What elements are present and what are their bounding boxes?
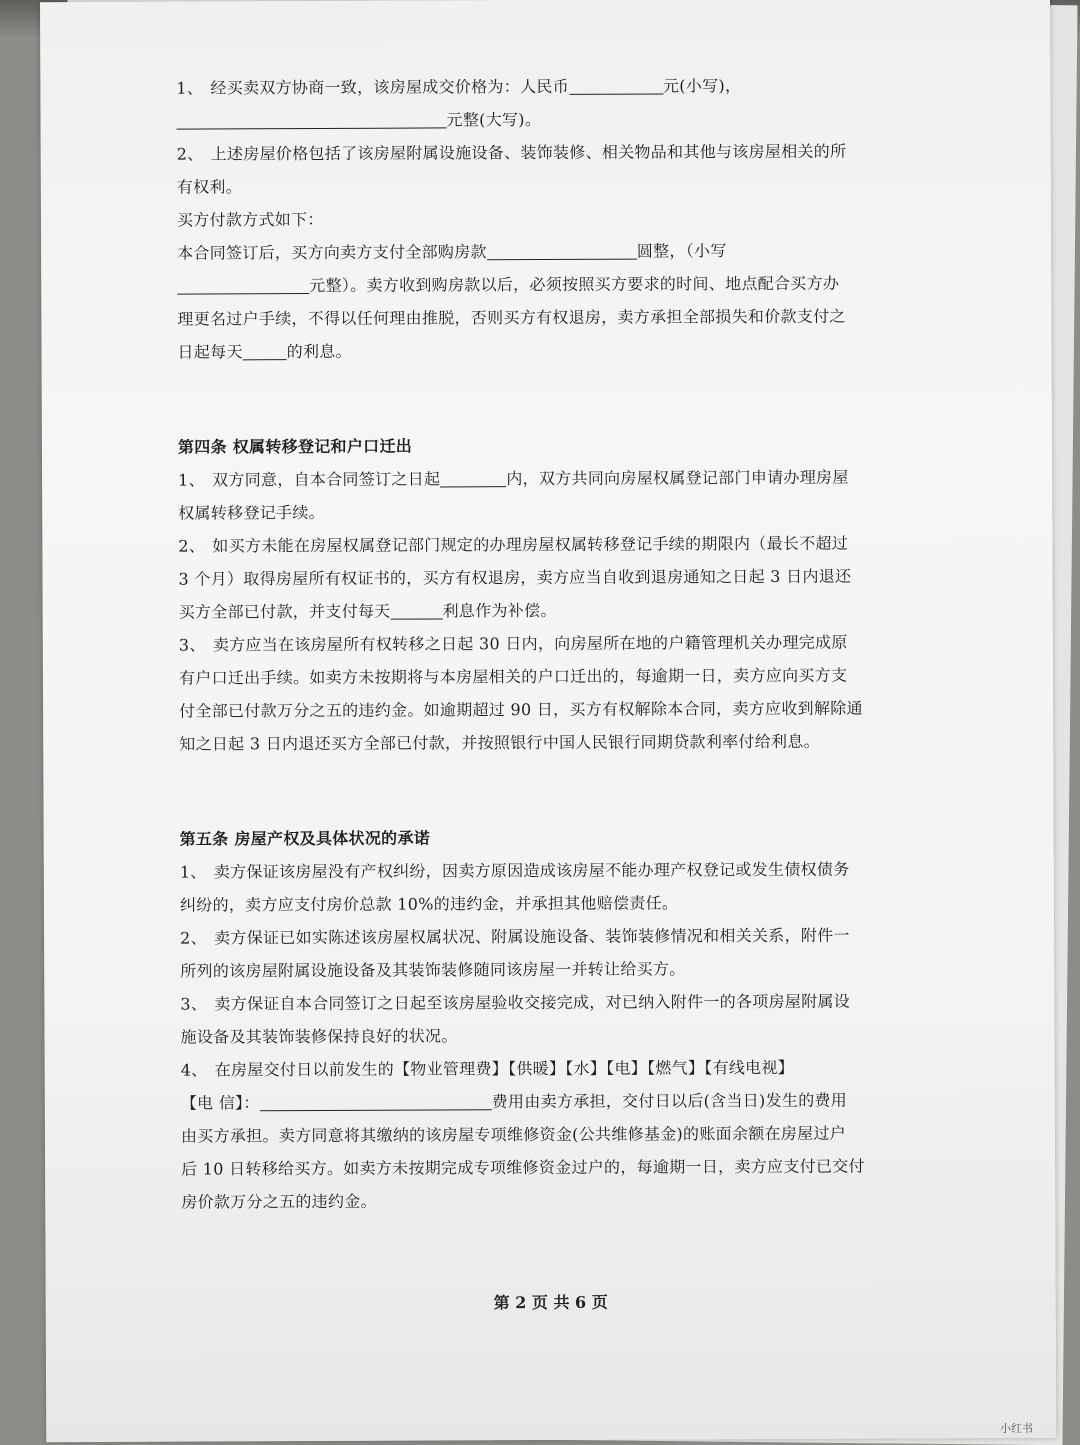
payment-line-3: 理更名过户手续，不得以任何理由推脱，否则买方有权退房，卖方承担全部损失和价款支付之: [177, 306, 846, 329]
clause-text: 上述房屋价格包括了该房屋附属设施设备、装饰装修、相关物品和其他与该房屋相关的所: [210, 141, 847, 164]
payment-line-1: [177, 233, 907, 269]
clause-number: 3、: [178, 635, 206, 655]
payment-lowercase-blank: [177, 275, 309, 295]
article-5-clause-4-line-5: 房价款万分之五的违约金。: [181, 1191, 377, 1212]
clause-number: 4、: [180, 1060, 208, 1080]
clause-text: 买方全部已付款，并支付每天: [178, 601, 391, 622]
clause-text: 双方同意，自本合同签订之日起: [212, 469, 441, 490]
article-5-clause-3-line-1: [180, 984, 910, 1020]
article-4-clause-2-line-3: [179, 592, 909, 628]
clause-number: 1、: [178, 470, 205, 490]
article-4-heading: 第四条 权属转移登记和户口迁出: [177, 436, 413, 457]
clause-text: 利息作为补偿。: [442, 600, 557, 621]
payment-intro: 买方付款方式如下：: [176, 209, 324, 230]
clause-text: 卖方保证已如实陈述该房屋权属状况、附属设施设备、装饰装修情况和相关关系，附件一: [214, 925, 850, 948]
clause-text: 有权利。: [176, 177, 243, 197]
clause-text: 内，双方共同向房屋权属登记部门申请办理房屋: [506, 467, 849, 489]
clause-text: 卖方应当在该房屋所有权转移之日起 30 日内，向房屋所在地的户籍管理机关办理完成原: [212, 632, 848, 655]
clause-text: 元整(大写)。: [446, 110, 542, 130]
article-5-clause-2-line-1: [180, 918, 910, 954]
article-5-clause-3-line-2: 施设备及其装饰装修保持良好的状况。: [180, 1026, 458, 1047]
article-5-clause-4-line-2: [181, 1083, 911, 1119]
clause-number: 3、: [180, 994, 208, 1014]
clause-text: 元(小写)，: [662, 76, 742, 96]
clause-text: 费用由卖方承担，交付日以后(含当日)发生的费用: [491, 1090, 848, 1112]
payment-line-4: [177, 332, 907, 368]
interest-rate-blank: [243, 341, 287, 360]
clause-text: 如买方未能在房屋权属登记部门规定的办理房屋权属转移登记手续的期限内（最长不超过: [212, 533, 849, 556]
clause-text: 元整）。卖方收到购房款以后，必须按照买方要求的时间、地点配合买方办: [309, 273, 840, 296]
payment-line-2: [177, 266, 907, 302]
clause-text: 本合同签订后，买方向卖方支付全部购房款: [177, 242, 487, 263]
clause-number: 2、: [178, 536, 206, 556]
price-lowercase-blank: [569, 75, 663, 94]
clause-number: 2、: [176, 144, 204, 164]
clause-number: 2、: [180, 928, 207, 948]
clause-number: 1、: [179, 862, 207, 882]
clause-price-line-1: [176, 68, 906, 104]
clause-price-line-2: [176, 101, 906, 137]
page-number-footer: 第 2 页 共 6 页: [493, 1292, 608, 1313]
clause-text: 【电 信】：: [180, 1093, 260, 1113]
utilities-blank: [260, 1091, 492, 1111]
article-5-clause-1-line-2: 纠纷的，卖方应支付房价总款 10%的违约金，并承担其他赔偿责任。: [179, 893, 679, 915]
clause-text: 经买卖双方协商一致，该房屋成交价格为：人民币: [210, 76, 570, 98]
article-5-clause-4-line-4: 后 10 日转移给买方。如卖方未按期完成专项维修资金过户的，每逾期一日，卖方应支付已交付: [181, 1156, 865, 1179]
article-4-clause-3-line-2: 有户口迁出手续。如卖方未按期将与本房屋相关的户口迁出的，每逾期一日，卖方应向买方支: [178, 665, 848, 688]
article-4-clause-3-line-1: [179, 625, 909, 661]
contract-page: [40, 0, 1056, 1442]
clause-text: 日起每天: [177, 342, 243, 362]
watermark-logo: 小红书: [1000, 1422, 1033, 1435]
article-5-clause-2-line-2: 所列的该房屋附属设施设备及其装饰装修随同该房屋一并转让给买方。: [180, 959, 686, 981]
clause-text: 在房屋交付日以前发生的【物业管理费】【供暖】【水】【电】【燃气】【有线电视】: [214, 1057, 795, 1080]
article-5-clause-1-line-1: [180, 852, 910, 888]
price-uppercase-blank: [176, 109, 446, 129]
registration-period-blank: [440, 468, 506, 487]
clause-scope-line-2: [177, 167, 907, 203]
article-5-heading: 第五条 房屋产权及具体状况的承诺: [179, 828, 431, 849]
article-4-clause-2-line-1: [178, 526, 908, 562]
compensation-interest-blank: [391, 600, 443, 619]
article-5-clause-4-line-1: [181, 1050, 911, 1086]
article-4-clause-3-line-3: 付全部已付款万分之五的违约金。如逾期超过 90 日，买方有权解除本合同，卖方应收到解除通: [179, 698, 863, 721]
contract-body: [176, 68, 911, 1218]
clause-scope-line-1: [177, 134, 907, 170]
payment-amount-blank: [487, 241, 637, 261]
article-4-clause-3-line-4: 知之日起 3 日内退还买方全部已付款，并按照银行中国人民银行同期贷款利率付给利息。: [179, 731, 820, 754]
clause-text: 卖方保证自本合同签订之日起至该房屋验收交接完成，对已纳入附件一的各项房屋附属设: [214, 991, 851, 1014]
article-4-clause-2-line-2: 3 个月）取得房屋所有权证书的，买方有权退房，卖方应当自收到退房通知之日起 3 日内退还: [178, 566, 852, 589]
article-4-clause-1-line-2: 权属转移登记手续。: [178, 502, 325, 523]
clause-text: 圆整，（小写: [636, 241, 727, 261]
clause-text: 卖方保证该房屋没有产权纠纷，因卖方原因造成该房屋不能办理产权登记或发生债权债务: [213, 859, 850, 882]
article-5-clause-4-line-3: 由买方承担。卖方同意将其缴纳的该房屋专项维修资金(公共维修基金)的账面余额在房屋过户: [180, 1123, 847, 1146]
article-4-clause-1-line-1: [178, 460, 908, 496]
clause-number: 1、: [176, 78, 204, 98]
clause-text: 的利息。: [286, 341, 352, 362]
